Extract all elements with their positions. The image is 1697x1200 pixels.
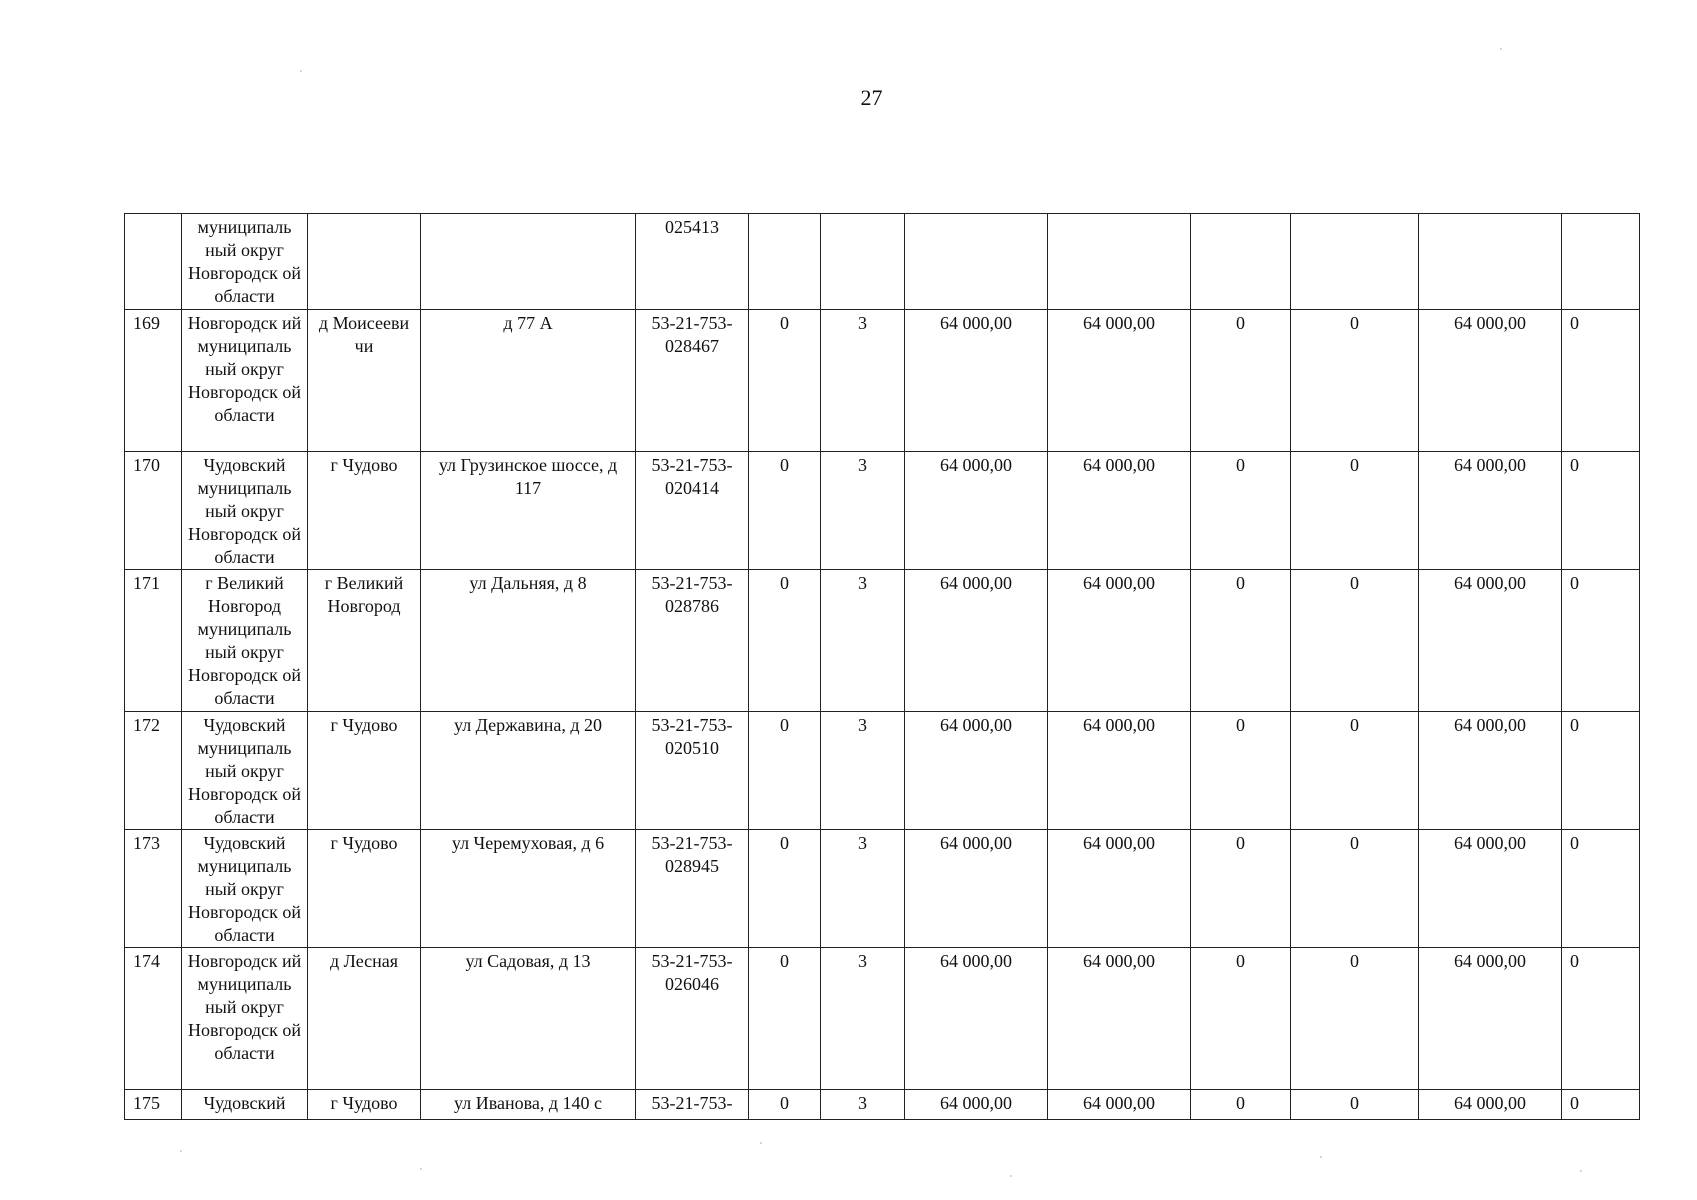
cell-c12: 64 000,00 bbox=[1419, 310, 1562, 452]
cell-c11: 0 bbox=[1291, 570, 1419, 712]
cell-c12: 64 000,00 bbox=[1419, 712, 1562, 830]
cell-c9: 64 000,00 bbox=[1048, 1090, 1191, 1120]
cell-c9: 64 000,00 bbox=[1048, 310, 1191, 452]
cell-c13 bbox=[1562, 214, 1640, 310]
table-row bbox=[125, 830, 1640, 948]
table-body bbox=[125, 214, 1640, 1120]
cell-c7: 3 bbox=[821, 570, 905, 712]
page-number: 27 bbox=[860, 85, 883, 110]
cell-c10: 0 bbox=[1191, 712, 1291, 830]
cell-address: ул Грузинское шоссе, д 117 bbox=[421, 452, 636, 570]
cell-id: 53-21-753- 028467 bbox=[636, 310, 749, 452]
cell-address: ул Черемуховая, д 6 bbox=[421, 830, 636, 948]
cell-c9: 64 000,00 bbox=[1048, 948, 1191, 1090]
cell-num: 175 bbox=[125, 1090, 182, 1120]
cell-c8: 64 000,00 bbox=[905, 948, 1048, 1090]
cell-municipality: Чудовский bbox=[182, 1090, 308, 1120]
cell-c9: 64 000,00 bbox=[1048, 452, 1191, 570]
cell-c13: 0 bbox=[1562, 310, 1640, 452]
cell-c6: 0 bbox=[749, 1090, 821, 1120]
cell-num: 169 bbox=[125, 310, 182, 452]
cell-c7: 3 bbox=[821, 452, 905, 570]
cell-c12: 64 000,00 bbox=[1419, 452, 1562, 570]
cell-address: ул Иванова, д 140 с bbox=[421, 1090, 636, 1120]
cell-c11: 0 bbox=[1291, 712, 1419, 830]
table-row bbox=[125, 1090, 1640, 1120]
cell-c7: 3 bbox=[821, 1090, 905, 1120]
cell-c8: 64 000,00 bbox=[905, 712, 1048, 830]
cell-c6: 0 bbox=[749, 310, 821, 452]
cell-id: 53-21-753- bbox=[636, 1090, 749, 1120]
cell-c8: 64 000,00 bbox=[905, 452, 1048, 570]
cell-municipality: г Великий Новгород муниципаль ный округ Новгородск ой области bbox=[182, 570, 308, 712]
cell-c8: 64 000,00 bbox=[905, 310, 1048, 452]
cell-settlement: д Моисееви чи bbox=[308, 310, 421, 452]
cell-c7: 3 bbox=[821, 310, 905, 452]
cell-id: 53-21-753- 020510 bbox=[636, 712, 749, 830]
cell-c6: 0 bbox=[749, 452, 821, 570]
cell-c11: 0 bbox=[1291, 1090, 1419, 1120]
cell-c10: 0 bbox=[1191, 948, 1291, 1090]
table-row bbox=[125, 310, 1640, 452]
table-row bbox=[125, 570, 1640, 712]
table-row bbox=[125, 948, 1640, 1090]
cell-c7: 3 bbox=[821, 830, 905, 948]
cell-c8: 64 000,00 bbox=[905, 830, 1048, 948]
cell-c10 bbox=[1191, 214, 1291, 310]
cell-c12: 64 000,00 bbox=[1419, 1090, 1562, 1120]
cell-settlement bbox=[308, 214, 421, 310]
cell-c11: 0 bbox=[1291, 830, 1419, 948]
cell-id: 53-21-753- 020414 bbox=[636, 452, 749, 570]
cell-c9: 64 000,00 bbox=[1048, 712, 1191, 830]
cell-c9: 64 000,00 bbox=[1048, 830, 1191, 948]
cell-settlement: г Чудово bbox=[308, 1090, 421, 1120]
cell-c8: 64 000,00 bbox=[905, 570, 1048, 712]
cell-c6: 0 bbox=[749, 948, 821, 1090]
cell-settlement: г Чудово bbox=[308, 830, 421, 948]
housing-register-table bbox=[124, 213, 1640, 1120]
cell-id: 53-21-753- 028945 bbox=[636, 830, 749, 948]
cell-c11: 0 bbox=[1291, 948, 1419, 1090]
cell-municipality: муниципаль ный округ Новгородск ой области bbox=[182, 214, 308, 310]
cell-address: ул Дальняя, д 8 bbox=[421, 570, 636, 712]
cell-c10: 0 bbox=[1191, 452, 1291, 570]
cell-settlement: г Чудово bbox=[308, 452, 421, 570]
cell-num bbox=[125, 214, 182, 310]
cell-c13: 0 bbox=[1562, 948, 1640, 1090]
table-row bbox=[125, 452, 1640, 570]
cell-c12 bbox=[1419, 214, 1562, 310]
cell-num: 174 bbox=[125, 948, 182, 1090]
cell-c12: 64 000,00 bbox=[1419, 948, 1562, 1090]
cell-num: 170 bbox=[125, 452, 182, 570]
cell-address bbox=[421, 214, 636, 310]
cell-c10: 0 bbox=[1191, 310, 1291, 452]
cell-c13: 0 bbox=[1562, 570, 1640, 712]
cell-c8 bbox=[905, 214, 1048, 310]
cell-c7: 3 bbox=[821, 712, 905, 830]
cell-c10: 0 bbox=[1191, 1090, 1291, 1120]
cell-c12: 64 000,00 bbox=[1419, 570, 1562, 712]
cell-c9: 64 000,00 bbox=[1048, 570, 1191, 712]
cell-municipality: Чудовский муниципаль ный округ Новгородск ой области bbox=[182, 452, 308, 570]
cell-address: д 77 А bbox=[421, 310, 636, 452]
cell-c6: 0 bbox=[749, 830, 821, 948]
cell-c11: 0 bbox=[1291, 310, 1419, 452]
cell-c7: 3 bbox=[821, 948, 905, 1090]
cell-c10: 0 bbox=[1191, 830, 1291, 948]
cell-municipality: Чудовский муниципаль ный округ Новгородск ой области bbox=[182, 830, 308, 948]
cell-c13: 0 bbox=[1562, 712, 1640, 830]
cell-id: 53-21-753- 028786 bbox=[636, 570, 749, 712]
cell-settlement: г Чудово bbox=[308, 712, 421, 830]
cell-num: 171 bbox=[125, 570, 182, 712]
cell-c6 bbox=[749, 214, 821, 310]
cell-c11 bbox=[1291, 214, 1419, 310]
cell-c6: 0 bbox=[749, 712, 821, 830]
table-row-continuation bbox=[125, 214, 1640, 310]
cell-municipality: Новгородск ий муниципаль ный округ Новгородск ой области bbox=[182, 948, 308, 1090]
cell-c6: 0 bbox=[749, 570, 821, 712]
cell-municipality: Новгородск ий муниципаль ный округ Новгородск ой области bbox=[182, 310, 308, 452]
cell-c7 bbox=[821, 214, 905, 310]
cell-c9 bbox=[1048, 214, 1191, 310]
cell-settlement: г Великий Новгород bbox=[308, 570, 421, 712]
cell-num: 172 bbox=[125, 712, 182, 830]
cell-c13: 0 bbox=[1562, 452, 1640, 570]
cell-id: 025413 bbox=[636, 214, 749, 310]
cell-municipality: Чудовский муниципаль ный округ Новгородск ой области bbox=[182, 712, 308, 830]
table-row bbox=[125, 712, 1640, 830]
cell-c10: 0 bbox=[1191, 570, 1291, 712]
cell-address: ул Державина, д 20 bbox=[421, 712, 636, 830]
cell-c8: 64 000,00 bbox=[905, 1090, 1048, 1120]
cell-address: ул Садовая, д 13 bbox=[421, 948, 636, 1090]
cell-c13: 0 bbox=[1562, 1090, 1640, 1120]
cell-settlement: д Лесная bbox=[308, 948, 421, 1090]
cell-num: 173 bbox=[125, 830, 182, 948]
cell-c12: 64 000,00 bbox=[1419, 830, 1562, 948]
cell-id: 53-21-753- 026046 bbox=[636, 948, 749, 1090]
cell-c11: 0 bbox=[1291, 452, 1419, 570]
cell-c13: 0 bbox=[1562, 830, 1640, 948]
